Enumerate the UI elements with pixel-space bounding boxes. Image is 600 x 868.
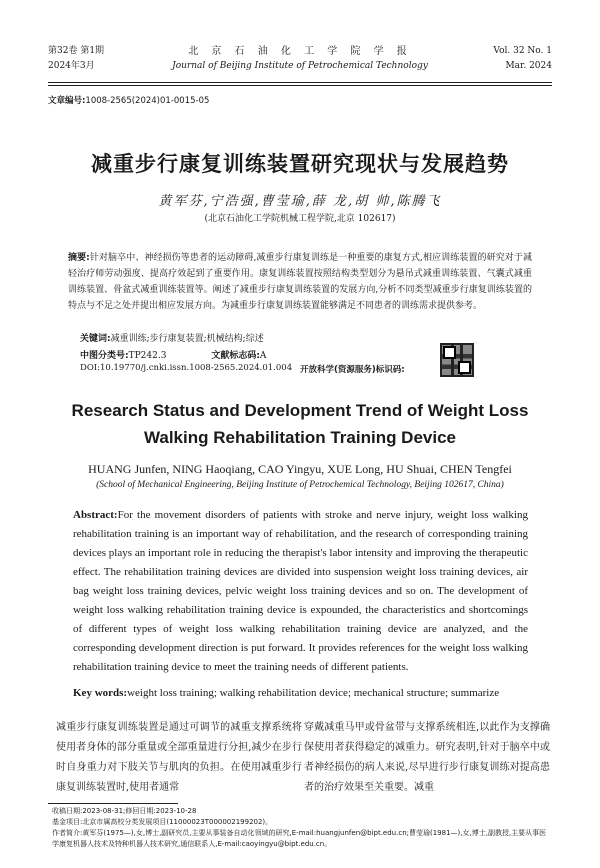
abstract-en-text: For the movement disorders of patients with stroke and nerve injury, weight loss walking rehabilitation training is an important way of rehabilitation, and the research of corresponding training devices plays an important role in reducing the therapist's labor intensity and improving the therapeutic effect. The rehabilitation training devices are divided into suspension weight loss training devices, air bag weight loss training devices, pelvic weight loss training devices and so on. The development of weight loss walking rehabilitation training device is expounded, the characteristics and shortcomings of different types of weight loss walking rehabilitation training device are analyzed, and the corresponding development direction is put forward. It provides references for the weight loss walking rehabilitation training device to meet the training needs of different patients. [73, 509, 528, 673]
open-science-label: 开放科学(资源服务)标识码: [300, 365, 405, 375]
doc-code-value: A [259, 351, 267, 361]
classification [80, 348, 266, 361]
journal-name-cn: 北 京 石 油 化 工 学 院 学 报 [188, 46, 412, 57]
affiliation-en: (School of Mechanical Engineering, Beijing Institute of Petrochemical Technology, Beijing 102617, China) [96, 480, 504, 490]
abstract-en-label: Abstract: [73, 509, 118, 521]
abstract-cn-text: 针对脑卒中、神经损伤等患者的运动障碍,减重步行康复训练是一种重要的康复方式,相应训练装置的研究对于减轻治疗师劳动强度、提高疗效起到了重要作用。康复训练装置按照结构类型划分为悬吊式减重训练装置、气囊式减重训练装置、骨盆式减重训练装置等。阐述了减重步行康复训练装置的发展方向,分析不同类型减重步行康复训练装置的特点与不足之处并提出相应发展方向。为减重步行康复训练装置能够满足不同患者的训练需求提供参考。 [68, 253, 532, 311]
article-number [48, 94, 209, 106]
clc-label: 中图分类号: [80, 351, 129, 361]
footnote-rule [48, 803, 178, 804]
abstract-cn [68, 250, 532, 314]
affiliation-cn: (北京石油化工学院机械工程学院,北京 102617) [204, 214, 396, 224]
keywords-cn [80, 331, 264, 344]
volume-cn: 第32卷 第1期 [48, 46, 105, 56]
header-right [493, 44, 552, 74]
volume-en: Vol. 32 No. 1 [493, 46, 552, 56]
header-center [48, 44, 552, 74]
header-rule-thick [48, 82, 552, 83]
authors-cn: 黄军芬,宁浩强,曹莹瑜,薛 龙,胡 帅,陈腾飞 [158, 194, 442, 209]
footnotes [52, 806, 552, 850]
keywords-cn-label: 关键词: [80, 334, 111, 344]
abstract-en [73, 506, 528, 677]
title-en [0, 397, 600, 451]
body-column-right: 穿戴减重马甲或骨盆带与支撑系统相连,以此作为支撑确保使用者获得稳定的减重力。研究表明,针对于脑卒中或者神经损伤的病人来说,尽早进行步行康复训练对提高患者的治疗效果至关重要。减重 [304, 722, 550, 793]
keywords-en-text: weight loss training; walking rehabilitation device; mechanical structure; summarize [127, 687, 500, 699]
journal-name-en: Journal of Beijing Institute of Petrochemical Technology [172, 61, 428, 71]
qr-code-icon[interactable] [440, 343, 474, 377]
date-cn: 2024年3月 [48, 61, 95, 71]
footnote-received: 收稿日期:2023-08-31;修回日期:2023-10-28 [52, 807, 197, 815]
running-header [48, 44, 552, 80]
body-text [48, 718, 552, 798]
authors-en: HUANG Junfen, NING Haoqiang, CAO Yingyu, XUE Long, HU Shuai, CHEN Tengfei [88, 462, 512, 476]
doi[interactable]: DOI:10.19770/j.cnki.issn.1008-2565.2024.01.004 [80, 363, 293, 373]
keywords-en-label: Key words: [73, 687, 128, 699]
footnote-author: 作者简介:黄军芬(1975—),女,博士,副研究员,主要从事装备自动化领域的研究,E-mail:huangjunfen@bipt.edu.cn;曹莹瑜(1981—),女,博士,副教授,主要从事医学康复机器人技术及特种机器人技术研究,通信联系人,E-mail:caoyingyu@bipt.edu.cn。 [52, 829, 547, 848]
abstract-cn-label: 摘要: [68, 253, 90, 263]
article-number-label: 文章编号: [48, 96, 86, 106]
body-column-left: 减重步行康复训练装置是通过可调节的减重支撑系统将使用者身体的部分重量或全部重量进行分担,减少在步行时自身重力对下肢关节与肌肉的负担。在使用减重步行康复训练装置时,使用者通常 [56, 722, 302, 793]
keywords-en [73, 687, 528, 699]
header-rule-thin [48, 85, 552, 86]
clc-value: TP242.3 [128, 351, 167, 361]
title-en-line2: Walking Rehabilitation Training Device [143, 428, 457, 447]
doc-code-label: 文献标志码: [211, 351, 260, 361]
date-en: Mar. 2024 [505, 61, 552, 71]
title-cn: 减重步行康复训练装置研究现状与发展趋势 [91, 152, 509, 176]
footnote-fund: 基金项目:北京市属高校分类发展项目(11000023T000002199202)。 [52, 818, 273, 826]
article-number-value: 1008-2565(2024)01-0015-05 [85, 96, 210, 106]
title-en-line1: Research Status and Development Trend of Weight Loss [71, 401, 529, 420]
keywords-cn-text: 减重训练;步行康复装置;机械结构;综述 [110, 334, 264, 344]
